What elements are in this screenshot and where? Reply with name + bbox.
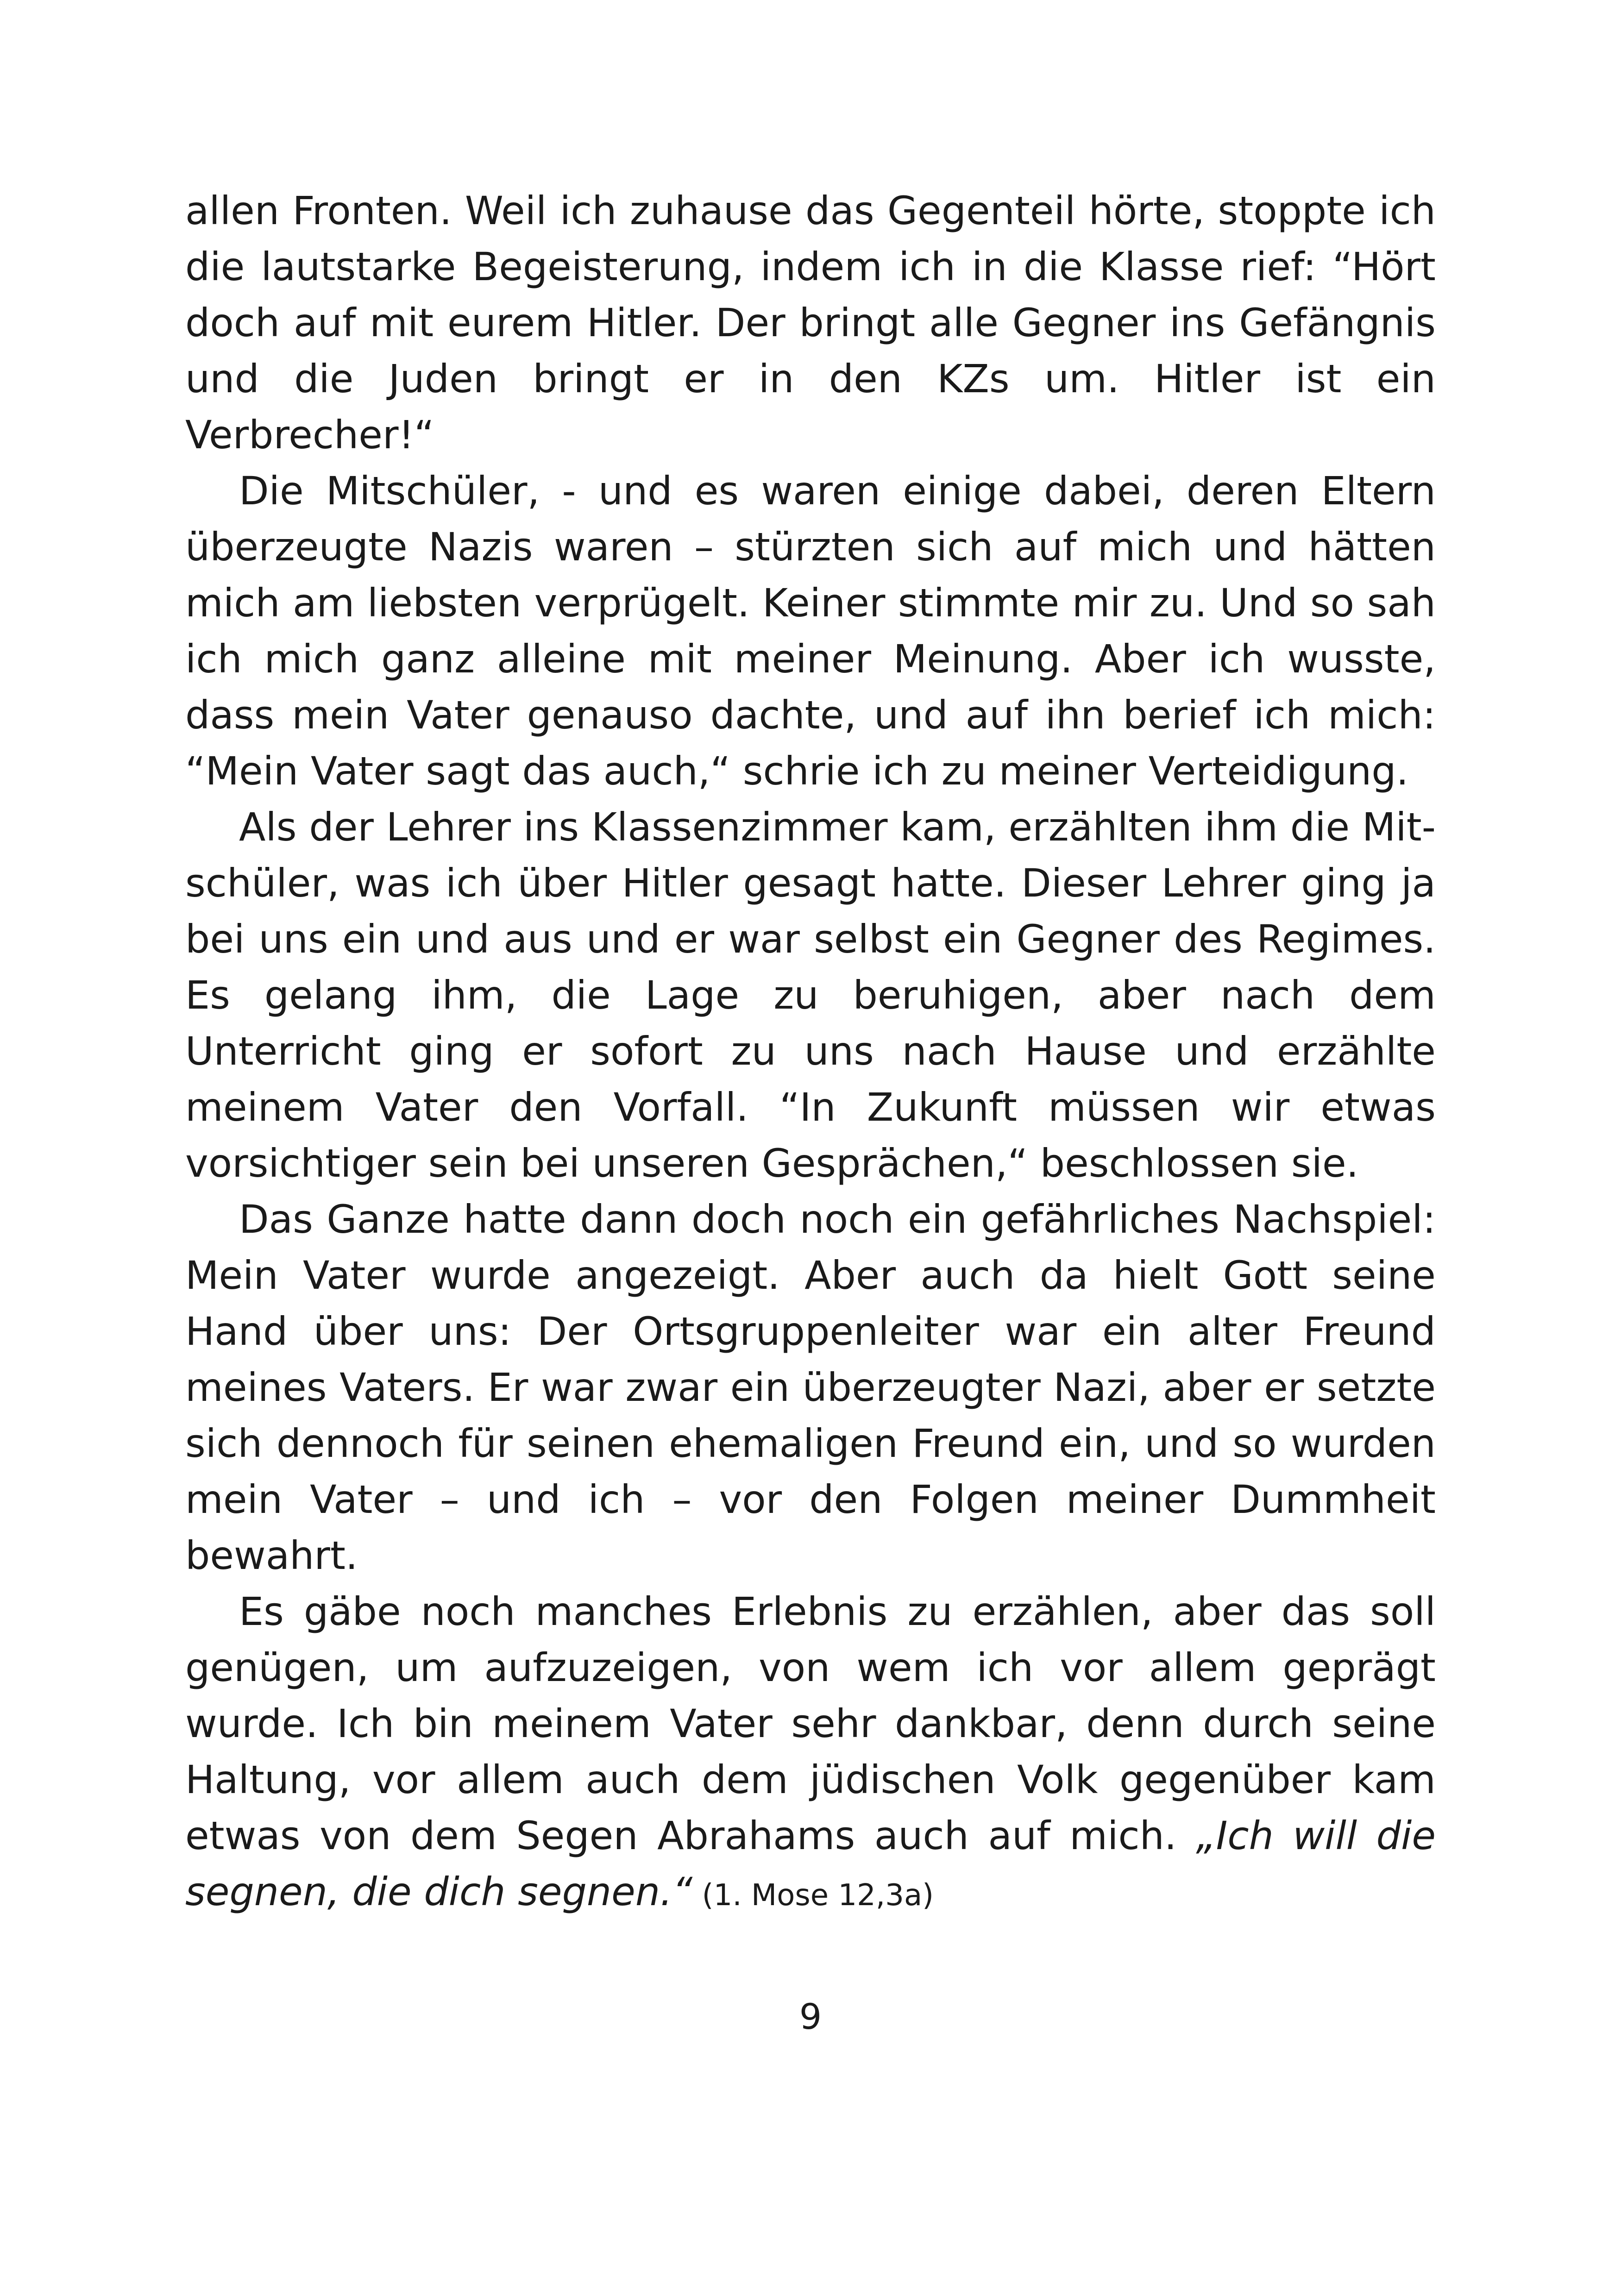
bible-quote: „Ich will die segnen, die dich segnen.“ — [185, 1813, 1436, 1914]
paragraph-1: allen Fronten. Weil ich zuhause das Gegenteil hörte, stoppte ich die lautstarke Begeisterung, indem ich in die Klasse rief: “Hört doch auf mit eurem Hitler. Der bringt alle Gegner ins Gefängnis und die Juden bringt er in den KZs um. Hitler ist ein Verbrecher!“ — [185, 188, 1436, 458]
paragraph-5-text: Es gäbe noch manches Erlebnis zu erzählen, aber das soll genügen, um aufzuzeigen, von wem ich vor allem geprägt wurde. Ich bin meinem Vater sehr dankbar, denn durch seine Haltung, vor allem auch dem jüdischen Volk gegenüber kam etwas von dem Segen Abrahams auch auf mich. — [185, 1589, 1436, 1858]
page-number: 9 — [799, 1996, 822, 2037]
body-text — [185, 183, 1436, 1924]
paragraph-4: Das Ganze hatte dann doch noch ein gefährliches Nachspiel: Mein Vater wurde angezeigt. Aber auch da hielt Gott seine Hand über uns: Der Ortsgruppenleiter war ein alter Freund meines Vaters. Er war zwar ein überzeugter Nazi, aber er setzte sich dennoch für seinen ehemaligen Freund ein, und so wurden mein Vater – und ich – vor den Folgen meiner Dummheit bewahrt. — [185, 1197, 1436, 1578]
bible-reference: (1. Mose 12,3a) — [692, 1878, 934, 1913]
paragraph-5 — [185, 1584, 1436, 1924]
paragraph-2: Die Mitschüler, - und es waren einige dabei, deren Eltern überzeugte Nazis waren – stürzten sich auf mich und hätten mich am liebsten verprügelt. Keiner stimmte mir zu. Und so sah ich mich ganz alleine mit meiner Meinung. Aber ich wusste, dass mein Vater genauso dachte, und auf ihn berief ich mich: “Mein Vater sagt das auch,“ schrie ich zu meiner Verteidigung. — [185, 468, 1436, 794]
paragraph-3: Als der Lehrer ins Klassenzimmer kam, erzählten ihm die Mitschüler, was ich über Hitler gesagt hatte. Dieser Lehrer ging ja bei uns ein und aus und er war selbst ein Gegner des Regimes. Es gelang ihm, die Lage zu beruhigen, aber nach dem Unterricht ging er sofort zu uns nach Hause und erzählte meinem Vater den Vorfall. “In Zukunft müssen wir etwas vorsichtiger sein bei unseren Gesprächen,“ beschlossen sie. — [185, 804, 1436, 1186]
